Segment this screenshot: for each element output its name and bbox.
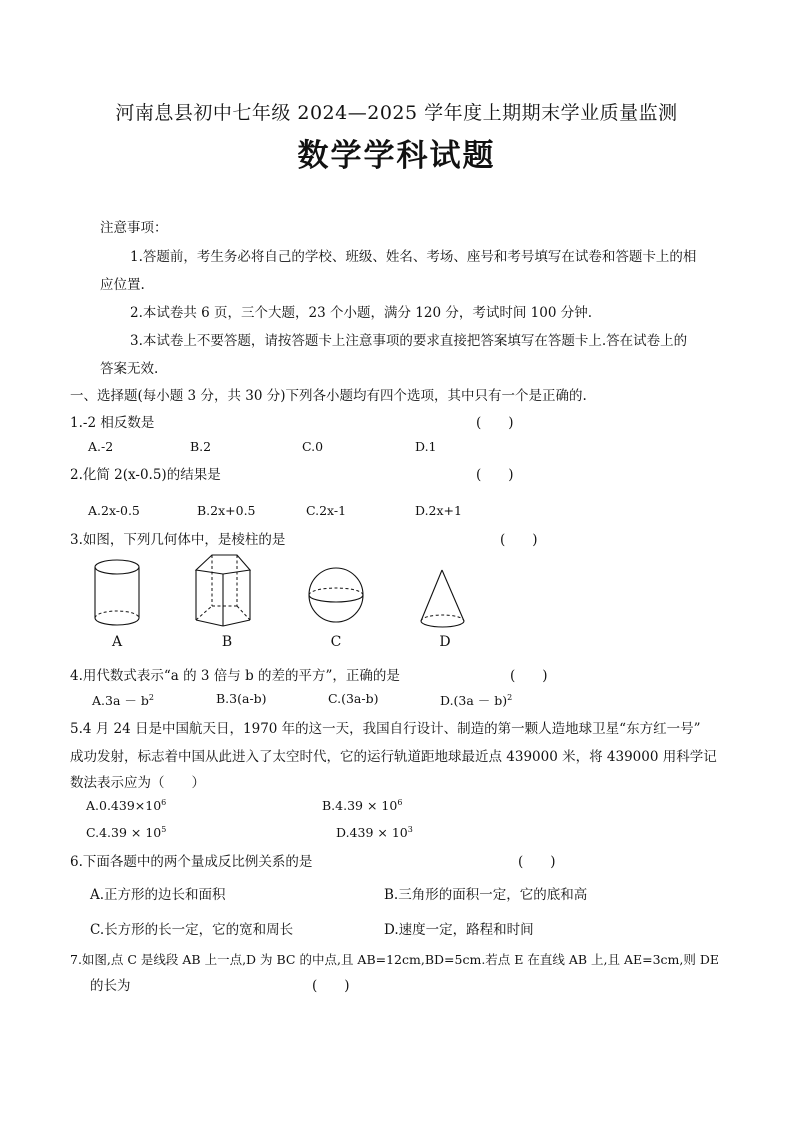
question-5-option-c — [86, 825, 166, 840]
notes-heading: 注意事项： — [100, 220, 168, 236]
question-2-option-d: D.2x+1 — [415, 503, 462, 518]
exam-title-line1: 河南息县初中七年级 2024—2025 学年度上期期末学业质量监测 — [115, 102, 678, 124]
question-5-option-a — [86, 798, 166, 813]
question-4-stem: 4.用代数式表示“a 的 3 倍与 b 的差的平方”，正确的是 — [70, 668, 400, 684]
question-4-option-a-text: A.3a － b — [92, 693, 149, 708]
question-4-option-d-text: D.(3a － b) — [440, 693, 508, 708]
question-4-option-d-exponent: 2 — [507, 692, 513, 702]
question-5-option-a-exponent: 6 — [161, 797, 167, 807]
question-7-line2: 的长为 — [90, 978, 131, 994]
cylinder-figure — [88, 556, 148, 636]
sphere-figure — [302, 562, 372, 632]
question-4-option-d — [440, 691, 512, 709]
notes-item1-line1: 1.答题前，考生务必将自己的学校、班级、姓名、考场、座号和考号填写在试卷和答题卡上的相 — [130, 249, 697, 265]
question-5-option-b — [322, 798, 402, 813]
notes-item1-line2: 应位置. — [100, 277, 145, 293]
question-1-option-d: D.1 — [415, 439, 437, 454]
question-5-option-c-exponent: 5 — [161, 824, 167, 834]
question-4-option-c: C.(3a-b) — [328, 691, 379, 706]
question-4-answer-paren: ( ) — [510, 668, 548, 684]
question-4-option-a-exponent: 2 — [148, 692, 154, 702]
question-2-option-b: B.2x+0.5 — [197, 503, 256, 518]
question-6-option-c: C.长方形的长一定，它的宽和周长 — [90, 922, 294, 938]
question-6-option-b: B.三角形的面积一定，它的底和高 — [384, 887, 588, 903]
question-4-option-a — [92, 691, 154, 709]
question-5-option-a-text: A.0.439×10 — [86, 798, 162, 813]
cone-figure — [414, 566, 474, 636]
figure-label-b: B — [221, 634, 233, 650]
question-5-option-b-exponent: 6 — [397, 797, 403, 807]
question-5-option-d — [336, 825, 413, 840]
question-5-option-d-text: D.439 × 10 — [336, 825, 408, 840]
question-5-option-c-text: C.4.39 × 10 — [86, 825, 162, 840]
notes-item2: 2.本试卷共 6 页，三个大题，23 个小题，满分 120 分，考试时间 100 分钟. — [130, 305, 593, 321]
pentagonal-prism-figure — [190, 548, 260, 638]
notes-item3-line2: 答案无效. — [100, 361, 159, 377]
question-6-option-d: D.速度一定，路程和时间 — [384, 922, 534, 938]
question-2-answer-paren: ( ) — [476, 467, 514, 483]
figure-label-a: A — [111, 634, 123, 650]
notes-item3-line1: 3.本试卷上不要答题，请按答题卡上注意事项的要求直接把答案填写在答题卡上.答在试卷上的 — [130, 333, 688, 349]
figure-label-c: C — [330, 634, 342, 650]
question-4-option-b: B.3(a-b) — [216, 691, 267, 706]
exam-title-line2: 数学学科试题 — [297, 138, 496, 174]
question-3-stem: 3.如图，下列几何体中，是棱柱的是 — [70, 532, 286, 548]
question-2-option-a: A.2x-0.5 — [88, 503, 140, 518]
question-5-option-d-exponent: 3 — [407, 824, 413, 834]
question-2-stem: 2.化简 2(x-0.5)的结果是 — [70, 467, 221, 483]
question-7-line1: 7.如图,点 C 是线段 AB 上一点,D 为 BC 的中点,且 AB=12cm,BD=5cm.若点 E 在直线 AB 上,且 AE=3cm,则 DE — [70, 952, 720, 967]
question-5-line3: 数法表示应为（ ） — [70, 775, 205, 791]
question-5-line1: 5.4 月 24 日是中国航天日，1970 年的这一天，我国自行设计、制造的第一颗人造地球卫星“东方红一号” — [70, 721, 701, 737]
question-5-line2: 成功发射，标志着中国从此进入了太空时代，它的运行轨道距地球最近点 439000 米，将 439000 用科学记 — [70, 749, 717, 765]
question-3-answer-paren: ( ) — [500, 532, 538, 548]
figure-label-d: D — [439, 634, 451, 650]
question-1-option-b: B.2 — [190, 439, 212, 454]
question-7-answer-paren: ( ) — [312, 978, 350, 994]
question-1-option-c: C.0 — [302, 439, 324, 454]
question-5-option-b-text: B.4.39 × 10 — [322, 798, 398, 813]
question-1-stem: 1.-2 相反数是 — [70, 415, 155, 431]
question-6-option-a: A.正方形的边长和面积 — [90, 887, 226, 903]
question-1-answer-paren: ( ) — [476, 415, 514, 431]
question-6-answer-paren: ( ) — [518, 854, 556, 870]
section1-heading: 一、选择题(每小题 3 分，共 30 分)下列各小题均有四个选项，其中只有一个是正确的. — [70, 388, 587, 404]
question-6-stem: 6.下面各题中的两个量成反比例关系的是 — [70, 854, 313, 870]
question-1-option-a: A.-2 — [88, 439, 114, 454]
question-2-option-c: C.2x-1 — [306, 503, 347, 518]
